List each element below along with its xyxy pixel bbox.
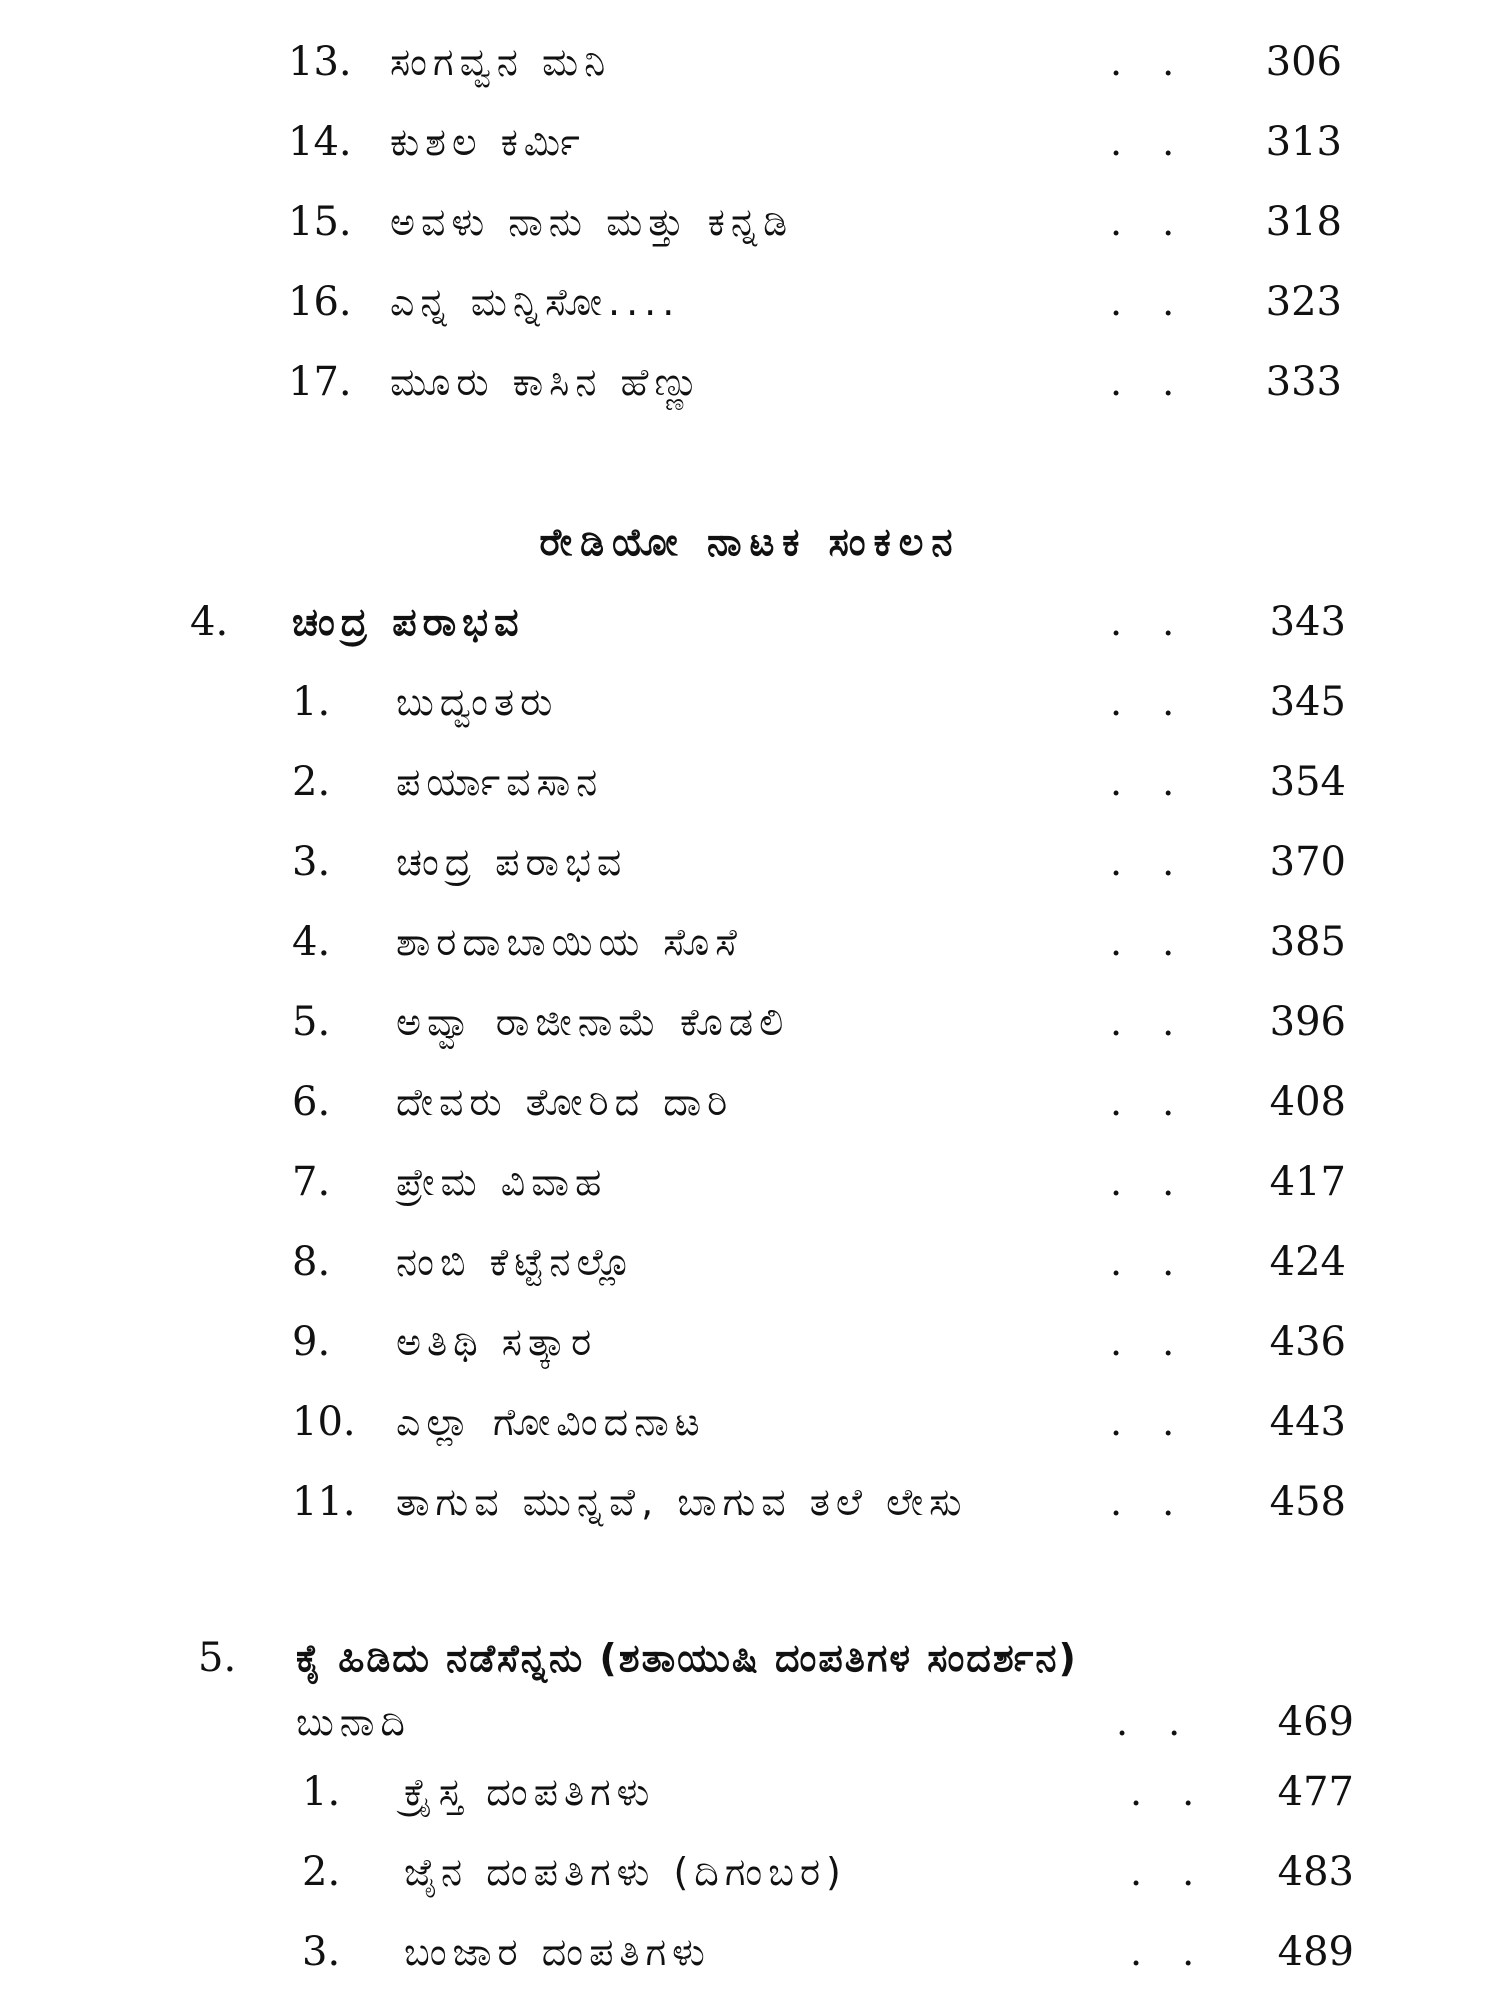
entry-number: 2.	[302, 1849, 341, 1895]
entry-page: 424	[1269, 1239, 1346, 1285]
toc-entry	[0, 1842, 1500, 1902]
entry-dots: . .	[1110, 1240, 1189, 1284]
entry-number: 7.	[292, 1159, 331, 1205]
entry-page: 354	[1269, 759, 1346, 805]
section-5-header	[0, 1628, 1500, 1688]
entry-dots: . .	[1110, 40, 1189, 84]
entry-title: ಬುದ್ವಂತರು	[396, 680, 559, 724]
toc-entry	[0, 1152, 1500, 1212]
entry-dots: . .	[1110, 920, 1189, 964]
entry-page: 370	[1269, 839, 1346, 885]
entry-page: 408	[1269, 1079, 1346, 1125]
toc-entry	[0, 272, 1500, 332]
entry-dots: . .	[1130, 1850, 1209, 1894]
toc-entry	[0, 1232, 1500, 1292]
entry-page: 477	[1277, 1769, 1354, 1815]
toc-entry	[0, 352, 1500, 412]
toc-entry	[0, 1392, 1500, 1452]
entry-title: ಬಂಜಾರ ದಂಪತಿಗಳು	[404, 1930, 711, 1974]
entry-title: ಪ್ರೇಮ ವಿವಾಹ	[396, 1160, 608, 1204]
toc-entry	[0, 1762, 1500, 1822]
entry-title: ಎನ್ನ ಮನ್ನಿಸೋ....	[390, 280, 681, 324]
toc-entry	[0, 1472, 1500, 1532]
entry-page: 318	[1265, 199, 1342, 245]
entry-number: 4.	[292, 919, 331, 965]
entry-page: 469	[1277, 1699, 1354, 1745]
entry-title: ಅವಳು ನಾನು ಮತ್ತು ಕನ್ನಡಿ	[390, 200, 794, 244]
entry-number: 1.	[292, 679, 331, 725]
entry-title: ಕುಶಲ ಕರ್ಮಿ	[390, 120, 586, 164]
entry-dots: . .	[1110, 600, 1189, 644]
entry-title: ತಾಗುವ ಮುನ್ನವೆ, ಬಾಗುವ ತಲೆ ಲೇಸು	[396, 1480, 968, 1524]
entry-number: 15.	[288, 199, 352, 245]
toc-entry	[0, 112, 1500, 172]
entry-number: 8.	[292, 1239, 331, 1285]
entry-title: ದೇವರು ತೋರಿದ ದಾರಿ	[396, 1080, 734, 1124]
entry-title: ಅತಿಥಿ ಸತ್ಕಾರ	[396, 1320, 598, 1364]
entry-page: 313	[1265, 119, 1342, 165]
entry-number: 3.	[302, 1929, 341, 1975]
section-heading: ರೇಡಿಯೋ ನಾಟಕ ಸಂಕಲನ	[539, 520, 961, 564]
entry-page: 323	[1265, 279, 1342, 325]
entry-number: 6.	[292, 1079, 331, 1125]
entry-title: ಬುನಾದಿ	[296, 1700, 411, 1744]
entry-number: 1.	[302, 1769, 341, 1815]
section-4-header	[0, 592, 1500, 652]
entry-page: 417	[1269, 1159, 1346, 1205]
entry-title: ನಂಬಿ ಕೆಟ್ಟೆನಲ್ಲೊ	[396, 1240, 638, 1284]
entry-number: 10.	[292, 1399, 356, 1445]
toc-entry	[0, 1692, 1500, 1752]
entry-page: 489	[1277, 1929, 1354, 1975]
toc-entry	[0, 832, 1500, 892]
entry-number: 17.	[288, 359, 352, 405]
entry-page: 483	[1277, 1849, 1354, 1895]
entry-number: 5.	[292, 999, 331, 1045]
entry-dots: . .	[1110, 280, 1189, 324]
entry-page: 436	[1269, 1319, 1346, 1365]
entry-page: 385	[1269, 919, 1346, 965]
toc-entry	[0, 32, 1500, 92]
entry-number: 3.	[292, 839, 331, 885]
entry-dots: . .	[1110, 120, 1189, 164]
entry-number: 11.	[292, 1479, 356, 1525]
entry-number: 16.	[288, 279, 352, 325]
entry-dots: . .	[1110, 360, 1189, 404]
entry-dots: . .	[1110, 1000, 1189, 1044]
entry-dots: . .	[1110, 760, 1189, 804]
entry-number: 14.	[288, 119, 352, 165]
section-number: 5.	[198, 1635, 237, 1681]
entry-page: 345	[1269, 679, 1346, 725]
entry-page: 443	[1269, 1399, 1346, 1445]
entry-dots: . .	[1110, 1480, 1189, 1524]
toc-entry	[0, 992, 1500, 1052]
entry-dots: . .	[1110, 1320, 1189, 1364]
section-title: ಕೈ ಹಿಡಿದು ನಡೆಸೆನ್ನನು (ಶತಾಯುಷಿ ದಂಪತಿಗಳ ಸಂದರ್ಶನ)	[296, 1636, 1078, 1680]
entry-page: 333	[1265, 359, 1342, 405]
entry-title: ಕ್ರೈಸ್ತ ದಂಪತಿಗಳು	[404, 1770, 656, 1814]
entry-dots: . .	[1110, 1160, 1189, 1204]
entry-dots: . .	[1110, 840, 1189, 884]
entry-dots: . .	[1110, 1080, 1189, 1124]
entry-page: 343	[1269, 599, 1346, 645]
toc-entry	[0, 912, 1500, 972]
toc-entry	[0, 752, 1500, 812]
entry-title: ಶಾರದಾಬಾಯಿಯ ಸೊಸೆ	[396, 920, 743, 964]
entry-number: 2.	[292, 759, 331, 805]
section-title: ಚಂದ್ರ ಪರಾಭವ	[292, 600, 525, 644]
toc-entry	[0, 1072, 1500, 1132]
entry-title: ಪರ್ಯಾವಸಾನ	[396, 760, 604, 804]
entry-title: ಅವ್ವಾ ರಾಜೀನಾಮೆ ಕೊಡಲಿ	[396, 1000, 790, 1044]
entry-dots: . .	[1110, 200, 1189, 244]
entry-dots: . .	[1130, 1930, 1209, 1974]
toc-entry	[0, 1922, 1500, 1982]
entry-dots: . .	[1130, 1770, 1209, 1814]
entry-title: ಮೂರು ಕಾಸಿನ ಹೆಣ್ಣು	[390, 360, 705, 404]
toc-entry	[0, 192, 1500, 252]
entry-page: 306	[1265, 39, 1342, 85]
entry-title: ಜೈನ ದಂಪತಿಗಳು (ದಿಗಂಬರ)	[404, 1850, 847, 1894]
entry-dots: . .	[1116, 1700, 1195, 1744]
entry-number: 9.	[292, 1319, 331, 1365]
section-number: 4.	[190, 599, 229, 645]
entry-dots: . .	[1110, 1400, 1189, 1444]
toc-entry	[0, 672, 1500, 732]
entry-title: ಎಲ್ಲಾ ಗೋವಿಂದನಾಟ	[396, 1400, 706, 1444]
entry-title: ಚಂದ್ರ ಪರಾಭವ	[396, 840, 628, 884]
toc-entry	[0, 1312, 1500, 1372]
entry-page: 396	[1269, 999, 1346, 1045]
entry-dots: . .	[1110, 680, 1189, 724]
entry-title: ಸಂಗವ್ವನ ಮನಿ	[390, 40, 612, 84]
entry-page: 458	[1269, 1479, 1346, 1525]
entry-number: 13.	[288, 39, 352, 85]
